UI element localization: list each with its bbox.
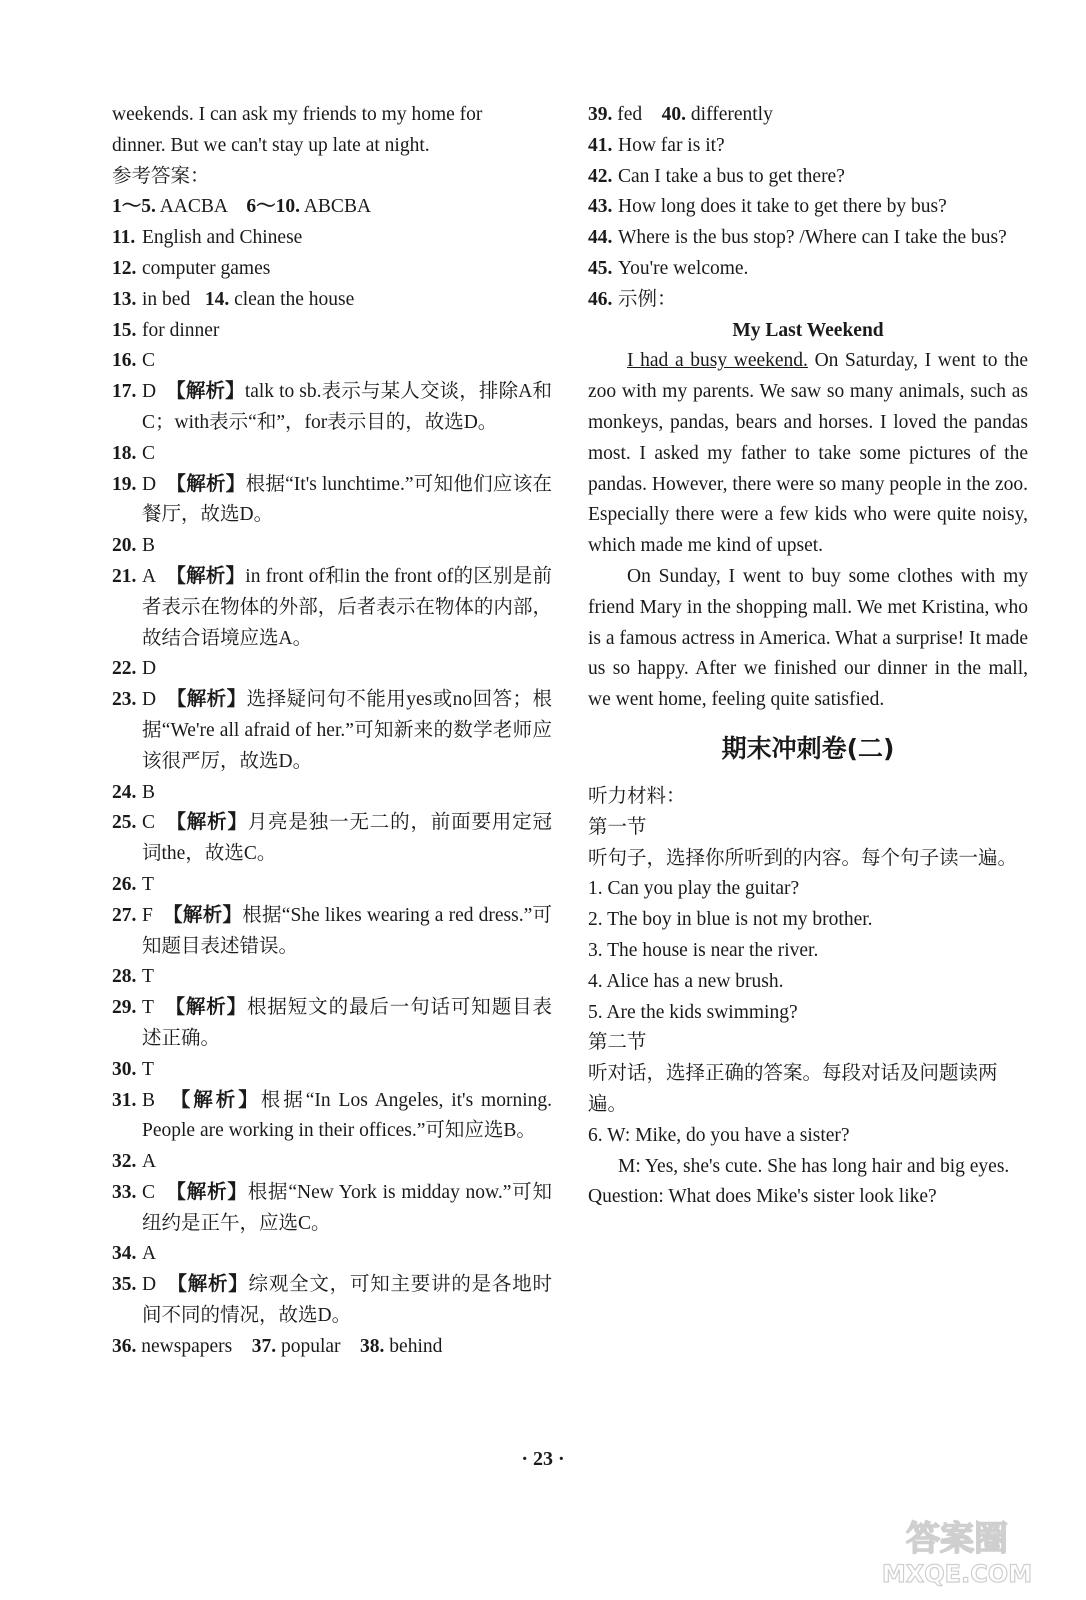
item-num: 32.	[112, 1151, 137, 1173]
item-num: 11.	[112, 227, 136, 249]
item-answer: newspapers	[141, 1335, 233, 1357]
item-num: 41.	[588, 134, 613, 156]
item-num: 16.	[112, 350, 137, 372]
answer-list	[112, 223, 552, 1332]
answer-item	[112, 316, 552, 347]
item-text: 综观全文，可知主要讲的是各地时间不同的情况，故选D。	[142, 1274, 552, 1327]
item-num: 17.	[112, 381, 137, 403]
item-text: A	[142, 1151, 157, 1173]
item-num: 24.	[112, 781, 137, 803]
item-body	[618, 192, 1028, 223]
essay-topic-sentence: I had a busy weekend.	[627, 350, 808, 372]
listening-sentence: 1. Can you play the guitar?	[588, 878, 800, 900]
item-body	[142, 1178, 552, 1240]
item-answer: B	[142, 1089, 156, 1111]
answer-item	[112, 346, 552, 377]
item-num: 33.	[112, 1181, 137, 1203]
analysis-tag: 【解析】	[165, 997, 248, 1019]
item-num: 46.	[588, 288, 613, 310]
analysis-tag: 【解析】	[166, 473, 246, 495]
item-num: 1～5.	[112, 196, 156, 218]
item-text: 根据“It's lunchtime.”可知他们应该在餐厅，故选D。	[142, 473, 552, 526]
item-body	[618, 162, 1028, 193]
dialog-woman-line: 6. W: Mike, do you have a sister?	[588, 1124, 850, 1146]
answer-item	[588, 192, 1028, 223]
item-body	[142, 901, 552, 963]
item-body	[142, 531, 552, 562]
analysis-tag: 【解析】	[163, 904, 243, 926]
answer-item	[112, 1270, 552, 1332]
reference-answer-label: 参考答案：	[112, 165, 210, 187]
answer-item	[588, 285, 1028, 316]
listening-label: 听力材料：	[588, 785, 686, 807]
item-text: How far is it?	[618, 134, 725, 156]
item-body	[618, 223, 1028, 254]
answer-item	[112, 870, 552, 901]
part2-label: 第二节	[588, 1032, 647, 1054]
item-text: 月亮是独一无二的，前面要用定冠词the，故选C。	[142, 812, 552, 865]
analysis-tag: 【解析】	[166, 1181, 248, 1203]
item-body	[142, 808, 552, 870]
item-body	[142, 285, 552, 316]
answer-item	[112, 1147, 552, 1178]
listening-sentence: 4. Alice has a new brush.	[588, 970, 784, 992]
item-body	[142, 685, 552, 777]
item-num: 43.	[588, 196, 613, 218]
item-body	[142, 1147, 552, 1178]
item-answer: AACBA	[159, 196, 227, 218]
item-answer: D	[142, 381, 157, 403]
answer-item	[112, 654, 552, 685]
item-num: 25.	[112, 812, 137, 834]
item-text: Can I take a bus to get there?	[618, 165, 845, 187]
item-num: 29.	[112, 997, 137, 1019]
item-num: 18.	[112, 442, 137, 464]
part1-label: 第一节	[588, 816, 647, 838]
item-text: computer games	[142, 257, 271, 279]
item-text: 根据“In Los Angeles, it's morning. People are working in their offices.”可知应选B。	[142, 1089, 552, 1142]
analysis-tag: 【解析】	[170, 1089, 261, 1111]
svg-text:答案圈: 答案圈	[906, 1519, 1008, 1559]
item-body	[142, 223, 552, 254]
watermark-logo	[852, 1510, 1062, 1590]
item-text: T	[142, 966, 154, 988]
right-column	[588, 100, 1028, 1213]
item-body	[142, 993, 552, 1055]
intro-line-2: dinner. But we can't stay up late at night.	[112, 134, 430, 156]
item-num: 22.	[112, 658, 137, 680]
item-body	[142, 1239, 552, 1270]
analysis-tag: 【解析】	[166, 565, 246, 587]
item-answer: behind	[389, 1335, 443, 1357]
essay-paragraph-1-text: On Saturday, I went to the zoo with my parents. We saw so many animals, such as monkeys, pandas, bears and horses. I loved the pandas most. I asked my father to take some pictures of the pandas. However, there were so many people in the zoo. Especially there were a few kids who were quite noisy, which made me kind of upset.	[588, 350, 1028, 557]
item-num: 40.	[661, 104, 687, 125]
item-num: 23.	[112, 689, 137, 711]
item-answer: C	[142, 812, 156, 834]
answer-item	[112, 778, 552, 809]
item-text: 选择疑问句不能用yes或no回答；根据“We're all afraid of her.”可知新来的数学老师应该很严厉，故选D。	[142, 689, 553, 772]
item-text: How long does it take to get there by bus?	[618, 196, 947, 218]
listening-sentence: 2. The boy in blue is not my brother.	[588, 909, 873, 931]
item-body	[618, 254, 1028, 285]
item-text: clean the house	[234, 288, 355, 310]
item-text: in bed	[142, 288, 191, 310]
item-num: 12.	[112, 257, 137, 279]
answer-item	[112, 531, 552, 562]
item-num: 31.	[112, 1089, 137, 1111]
item-num: 45.	[588, 257, 613, 279]
item-num: 39.	[588, 104, 613, 125]
item-text: B	[142, 535, 156, 557]
item-body	[618, 131, 1028, 162]
essay-paragraph-1	[588, 346, 1028, 562]
item-text: D	[142, 658, 157, 680]
essay-paragraph-2: On Sunday, I went to buy some clothes with my friend Mary in the shopping mall. We met Kristina, who is a famous actress in America. What a surprise! It made us so happy. After we finished our dinner in the mall, we went home, feeling quite satisfied.	[588, 565, 1028, 711]
answer-list	[588, 131, 1028, 316]
essay-title: My Last Weekend	[732, 319, 884, 341]
item-text: B	[142, 781, 156, 803]
analysis-tag: 【解析】	[166, 381, 245, 403]
answer-item	[112, 808, 552, 870]
item-num: 6～10.	[246, 196, 301, 218]
item-body	[142, 439, 552, 470]
item-num: 14.	[204, 288, 230, 310]
item-num: 26.	[112, 873, 137, 895]
item-text: 根据“She likes wearing a red dress.”可知题目表述错误。	[142, 904, 552, 957]
item-text: C	[142, 350, 156, 372]
item-answer: C	[142, 1181, 156, 1203]
answer-item	[112, 1178, 552, 1240]
item-num: 15.	[112, 319, 137, 341]
item-text: T	[142, 873, 154, 895]
answer-item	[588, 254, 1028, 285]
listening-sentence: 3. The house is near the river.	[588, 939, 819, 961]
item-body	[142, 470, 552, 532]
item-body	[142, 778, 552, 809]
item-num: 37.	[251, 1335, 277, 1357]
part1-instruction: 听句子，选择你所听到的内容。每个句子读一遍。	[588, 847, 1018, 869]
part2-instruction: 听对话，选择正确的答案。每段对话及问题读两遍。	[588, 1063, 998, 1115]
answer-item	[112, 562, 552, 654]
answer-item	[112, 223, 552, 254]
dialog-question: Question: What does Mike's sister look like?	[588, 1186, 937, 1208]
item-answer: popular	[280, 1335, 341, 1357]
item-body	[142, 562, 552, 654]
listening-sentence: 5. Are the kids swimming?	[588, 1001, 798, 1023]
item-answer: T	[142, 997, 154, 1019]
answer-item	[112, 1055, 552, 1086]
item-text: 根据“New York is midday now.”可知纽约是正午，应选C。	[142, 1181, 553, 1234]
item-text: in front of和in the front of的区别是前者表示在物体的外部，后者表示在物体的内部，故结合语境应选A。	[142, 565, 552, 649]
item-num: 35.	[112, 1274, 137, 1296]
answer-item	[112, 1239, 552, 1270]
item-answer: A	[142, 565, 157, 587]
answer-item	[588, 162, 1028, 193]
item-num: 20.	[112, 535, 137, 557]
section-title: 期末冲刺卷(二)	[721, 733, 895, 763]
item-num: 34.	[112, 1243, 137, 1265]
left-column	[112, 100, 552, 1363]
item-body	[142, 377, 552, 439]
item-text: English and Chinese	[142, 227, 303, 249]
item-answer: differently	[690, 104, 773, 125]
item-text: Where is the bus stop? /Where can I take the bus?	[618, 227, 1007, 249]
answer-item	[112, 285, 552, 316]
answer-item	[112, 901, 552, 963]
item-text: for dinner	[142, 319, 220, 341]
answer-item	[112, 685, 552, 777]
item-text: 示例：	[618, 288, 677, 310]
analysis-tag: 【解析】	[167, 1274, 249, 1296]
item-num: 19.	[112, 473, 137, 495]
dialog-man-line: M: Yes, she's cute. She has long hair and big eyes.	[618, 1155, 1010, 1177]
item-body	[142, 346, 552, 377]
svg-text:MXQE.COM: MXQE.COM	[881, 1560, 1033, 1588]
item-num: 44.	[588, 227, 613, 249]
item-text: 根据短文的最后一句话可知题目表述正确。	[142, 997, 552, 1049]
item-body	[142, 254, 552, 285]
item-answer: fed	[617, 104, 643, 125]
item-body	[142, 1270, 552, 1332]
item-num: 21.	[112, 565, 137, 587]
item-body	[142, 1086, 552, 1148]
item-body	[618, 285, 1028, 316]
answers-36-38	[112, 1332, 552, 1363]
answer-item	[588, 131, 1028, 162]
item-answer: ABCBA	[303, 196, 372, 218]
item-body	[142, 1055, 552, 1086]
item-num: 36.	[112, 1335, 137, 1357]
answer-item	[112, 470, 552, 532]
item-num: 28.	[112, 966, 137, 988]
answers-1-10	[112, 192, 552, 223]
analysis-tag: 【解析】	[166, 689, 247, 711]
item-text: talk to sb.表示与某人交谈，排除A和C；with表示“和”，for表示目的，故选D。	[142, 381, 552, 433]
intro-line-1: weekends. I can ask my friends to my home for	[112, 104, 483, 125]
item-answer: D	[142, 1274, 157, 1296]
item-num: 27.	[112, 904, 137, 926]
answer-item	[112, 962, 552, 993]
item-text: You're welcome.	[618, 257, 749, 279]
item-num: 13.	[112, 288, 137, 310]
item-body	[142, 654, 552, 685]
item-answer: F	[142, 904, 153, 926]
item-text: C	[142, 442, 156, 464]
item-answer: D	[142, 473, 157, 495]
answer-item	[112, 1086, 552, 1148]
item-text: A	[142, 1243, 157, 1265]
item-body	[142, 316, 552, 347]
answer-item	[112, 993, 552, 1055]
item-body	[142, 962, 552, 993]
item-body	[142, 870, 552, 901]
analysis-tag: 【解析】	[166, 812, 248, 834]
answers-39-40	[588, 100, 1028, 131]
item-answer: D	[142, 689, 157, 711]
answer-item	[588, 223, 1028, 254]
answer-item	[112, 377, 552, 439]
item-num: 30.	[112, 1058, 137, 1080]
answer-item	[112, 439, 552, 470]
item-num: 42.	[588, 165, 613, 187]
answer-item	[112, 254, 552, 285]
item-num: 38.	[360, 1335, 385, 1357]
page-number: · 23 ·	[521, 1448, 565, 1470]
item-text: T	[142, 1058, 154, 1080]
